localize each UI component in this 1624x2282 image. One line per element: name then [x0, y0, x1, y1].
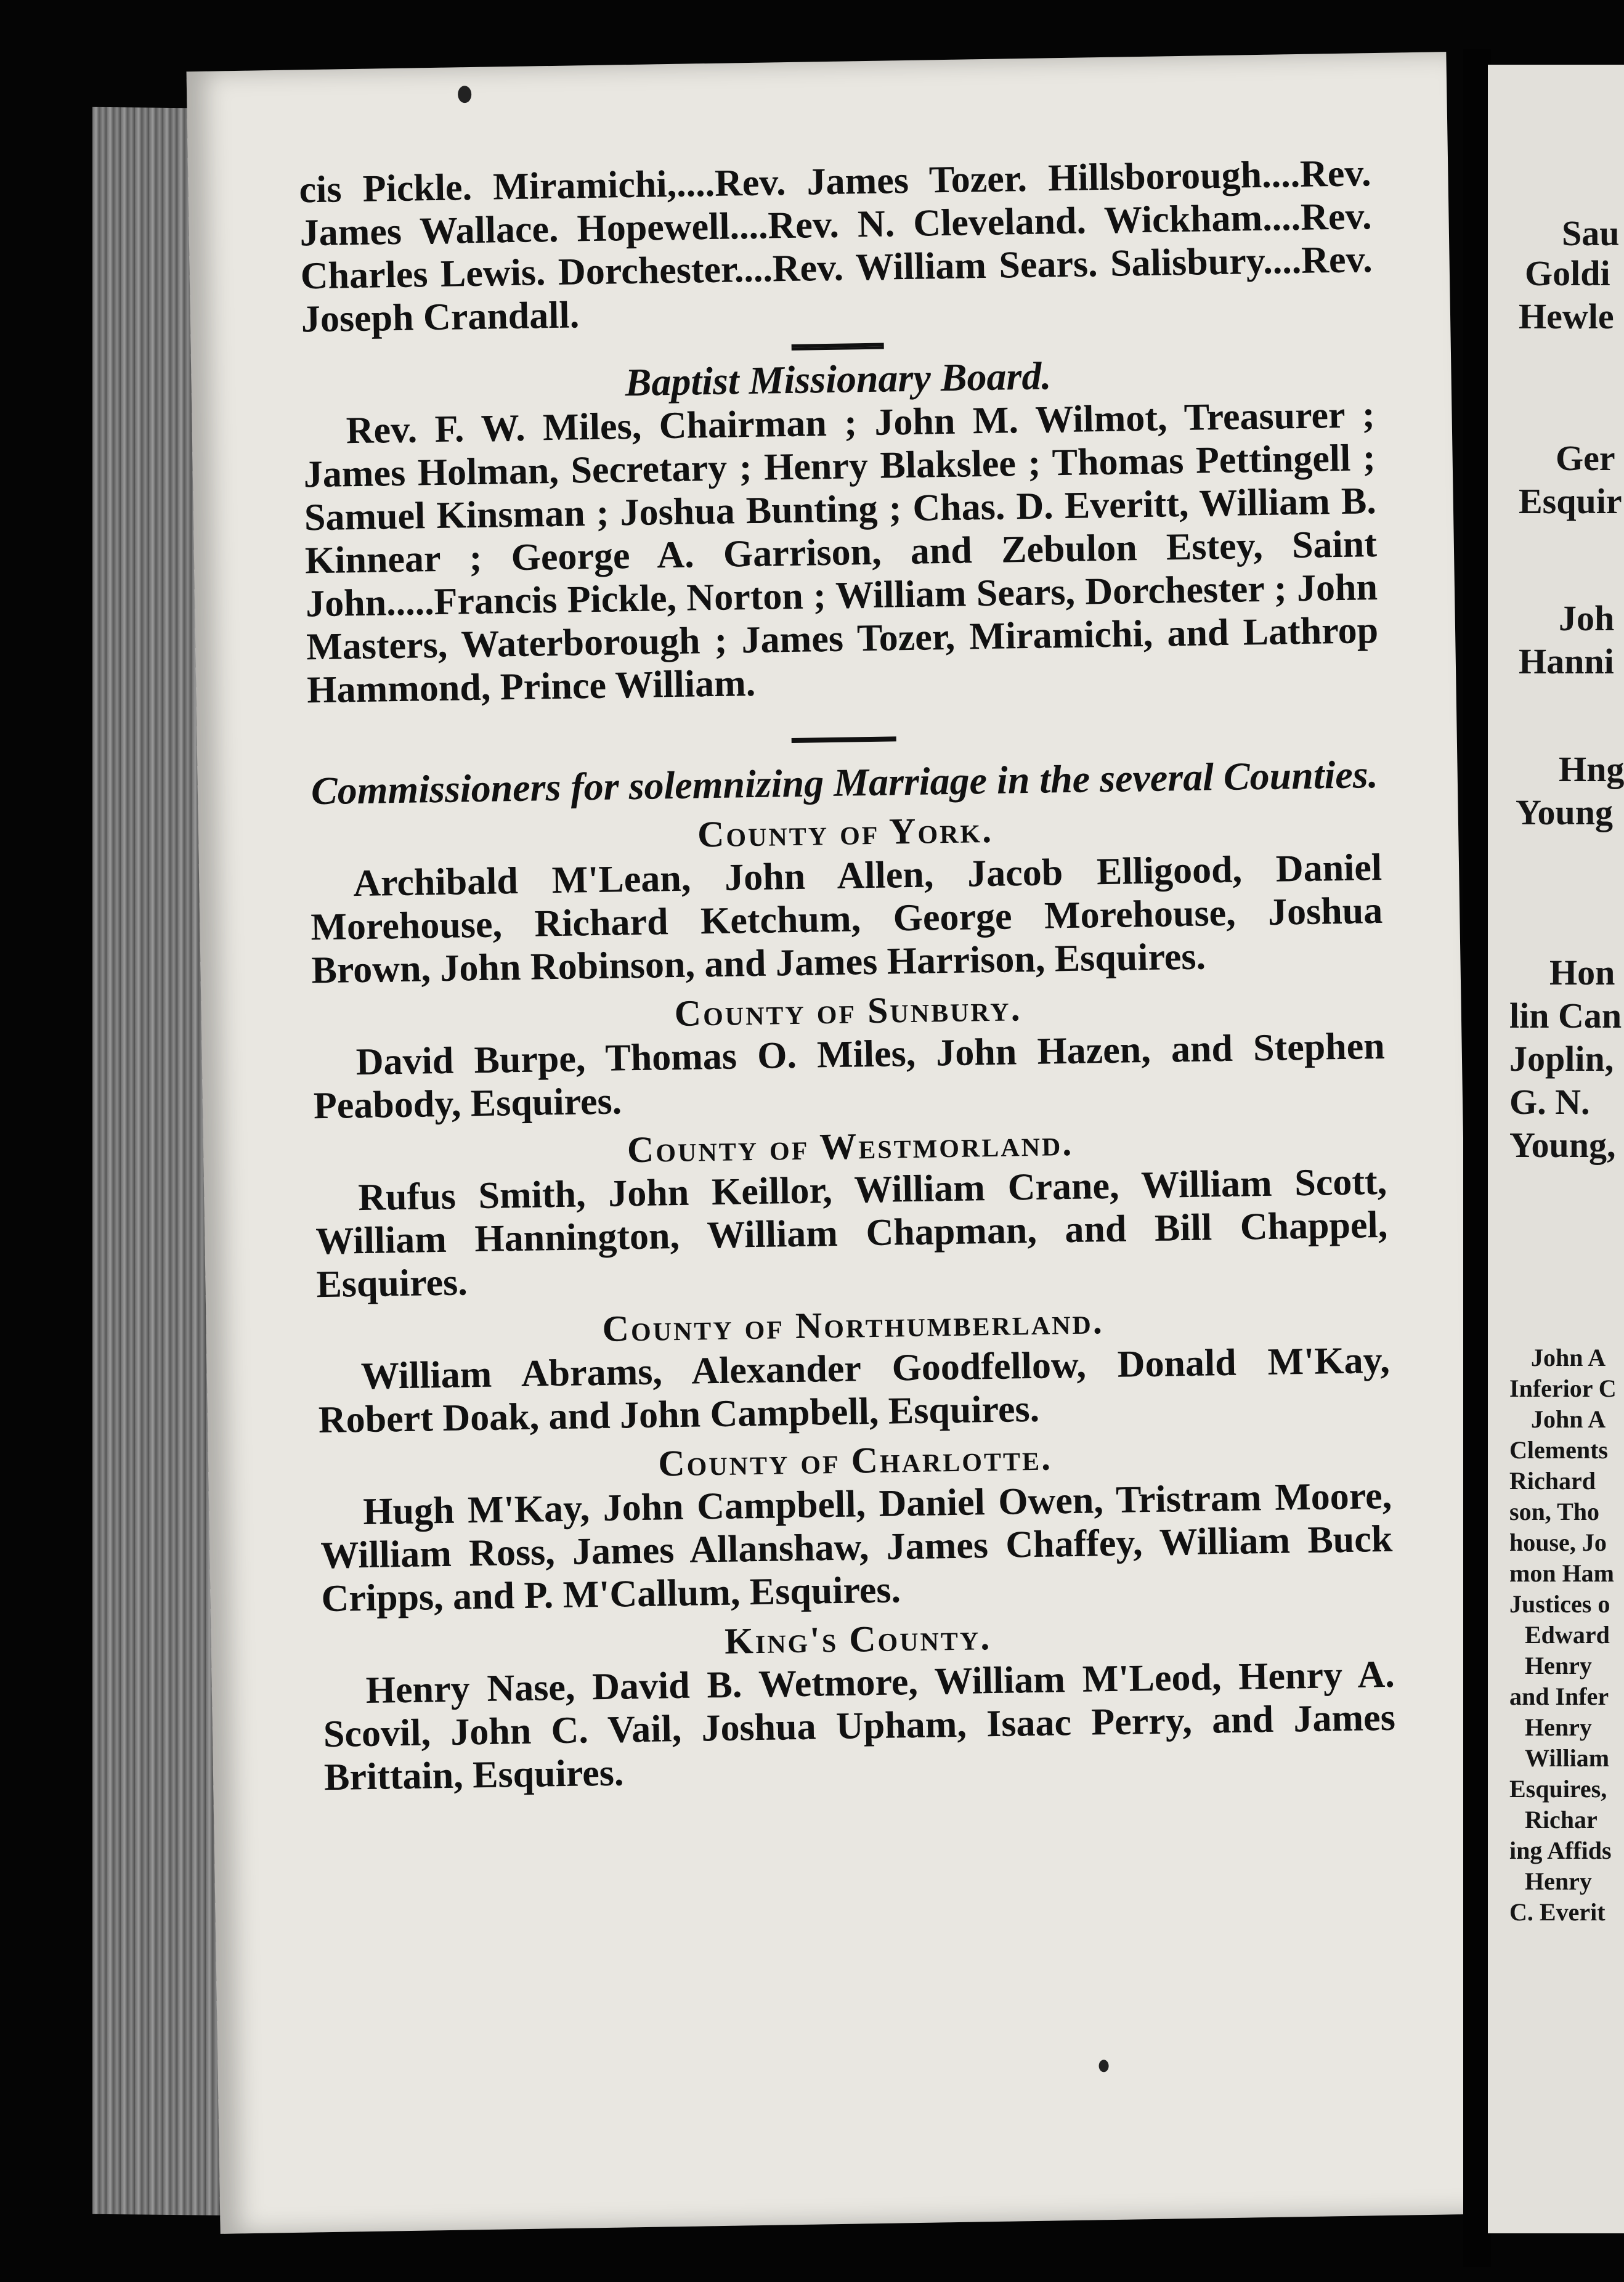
facing-text: Esquir [1519, 481, 1622, 521]
facing-text: Richar [1525, 1806, 1598, 1833]
facing-text: Young [1516, 792, 1613, 832]
commissioners-title: Commissioners for solemnizing Marriage in the several Counties. [311, 752, 1379, 813]
facing-text: Clements [1509, 1436, 1608, 1464]
facing-text: house, Jo [1509, 1529, 1607, 1556]
facing-text: William [1525, 1744, 1610, 1772]
double-rule [792, 343, 884, 351]
facing-text: Esquires, [1509, 1775, 1607, 1803]
county-heading-northumberland: County of Northumberland. [602, 1301, 1105, 1349]
facing-text: C. Everit [1509, 1898, 1606, 1926]
baptist-board-text: Rev. F. W. Miles, Chairman ; John M. Wilmot, Treasurer ; James Holman, Secretary ; Henry Blakslee ; Thomas Pettingell ; Samuel Kinsman ; Joshua Bunting ; Chas. D. Everitt, William B. Kinnear ; George A. Garrison, and Zebulon Estey, Saint John.....Francis Pickle, Norton ; William Sears, Dorchester ; John Masters, Waterborough ; James Tozer, Miramichi, and Lathrop Hammond, Prince William. [303, 394, 1379, 712]
county-text-charlotte: Hugh M'Kay, John Campbell, Daniel Owen, Tristram Moore, William Ross, James Allanshaw, James Chaffey, William Buck Cripps, and P. M'Callum, Esquires. [320, 1474, 1393, 1620]
county-heading-sunbury: County of Sunbury. [674, 988, 1023, 1034]
section-rule [792, 736, 896, 743]
facing-text: mon Ham [1509, 1559, 1614, 1587]
county-text-kings: Henry Nase, David B. Wetmore, William M'Leod, Henry A. Scovil, John C. Vail, Joshua Upham, Isaac Perry, and James Brittain, Esquires. [323, 1653, 1396, 1799]
county-heading-kings: King's County. [724, 1617, 992, 1662]
county-text-northumberland: William Abrams, Alexander Goodfellow, Donald M'Kay, Robert Doak, and John Campbell, Esquires. [318, 1339, 1391, 1442]
facing-text: son, Tho [1509, 1498, 1600, 1525]
facing-text: Inferior C [1509, 1374, 1617, 1402]
facing-text: ing Affids [1509, 1837, 1612, 1864]
facing-text: Henry [1525, 1867, 1592, 1895]
facing-text: Joh [1559, 598, 1615, 638]
ink-spot [1098, 2060, 1108, 2072]
facing-text: Hon [1549, 952, 1615, 993]
facing-text: and Infer [1509, 1683, 1609, 1710]
facing-text: John A [1531, 1405, 1606, 1433]
facing-text: lin Can [1509, 996, 1622, 1036]
facing-text: John A [1531, 1344, 1606, 1371]
facing-text: Ger [1556, 438, 1615, 478]
facing-page-fragment [1488, 65, 1624, 2233]
county-text-westmorland: Rufus Smith, John Keillor, William Crane, William Scott, William Hannington, William Chapman, and Bill Chappel, Esquires. [315, 1160, 1388, 1306]
facing-text: Henry [1525, 1713, 1592, 1741]
baptist-board-title: Baptist Missionary Board. [625, 354, 1052, 405]
county-text-york: Archibald M'Lean, John Allen, Jacob Elligood, Daniel Morehouse, Richard Ketchum, George Morehouse, Joshua Brown, John Robinson, and James Harrison, Esquires. [310, 846, 1383, 992]
page-text [299, 152, 1396, 1799]
county-heading-westmorland: County of Westmorland. [627, 1122, 1074, 1171]
county-text-sunbury: David Burpe, Thomas O. Miles, John Hazen, and Stephen Peabody, Esquires. [313, 1025, 1386, 1127]
facing-text: Justices o [1509, 1590, 1610, 1618]
book-gutter [1463, 49, 1491, 2267]
facing-text: Joplin, [1509, 1039, 1614, 1079]
facing-text: Richard [1509, 1467, 1596, 1495]
facing-text: Goldi [1525, 253, 1610, 293]
facing-text: G. N. [1509, 1082, 1590, 1122]
county-heading-charlotte: County of Charlotte. [657, 1437, 1053, 1484]
ink-spot [458, 86, 471, 103]
facing-text: Sau [1562, 213, 1620, 253]
facing-text: Hng [1559, 749, 1624, 789]
county-heading-york: County of York. [697, 809, 994, 855]
facing-text: Edward [1525, 1621, 1610, 1649]
facing-text: Hanni [1519, 641, 1614, 681]
book-page [187, 52, 1480, 2234]
facing-text: Hewle [1519, 296, 1614, 336]
facing-text: Henry [1525, 1652, 1592, 1679]
top-block: cis Pickle. Miramichi,....Rev. James Tozer. Hillsborough....Rev. James Wallace. Hopewell....Rev. N. Cleveland. Wickham....Rev. Charles Lewis. Dorchester....Rev. William Sears. Salisbury....Rev. Joseph Crandall. [299, 152, 1373, 341]
facing-text: Young, [1509, 1125, 1616, 1165]
